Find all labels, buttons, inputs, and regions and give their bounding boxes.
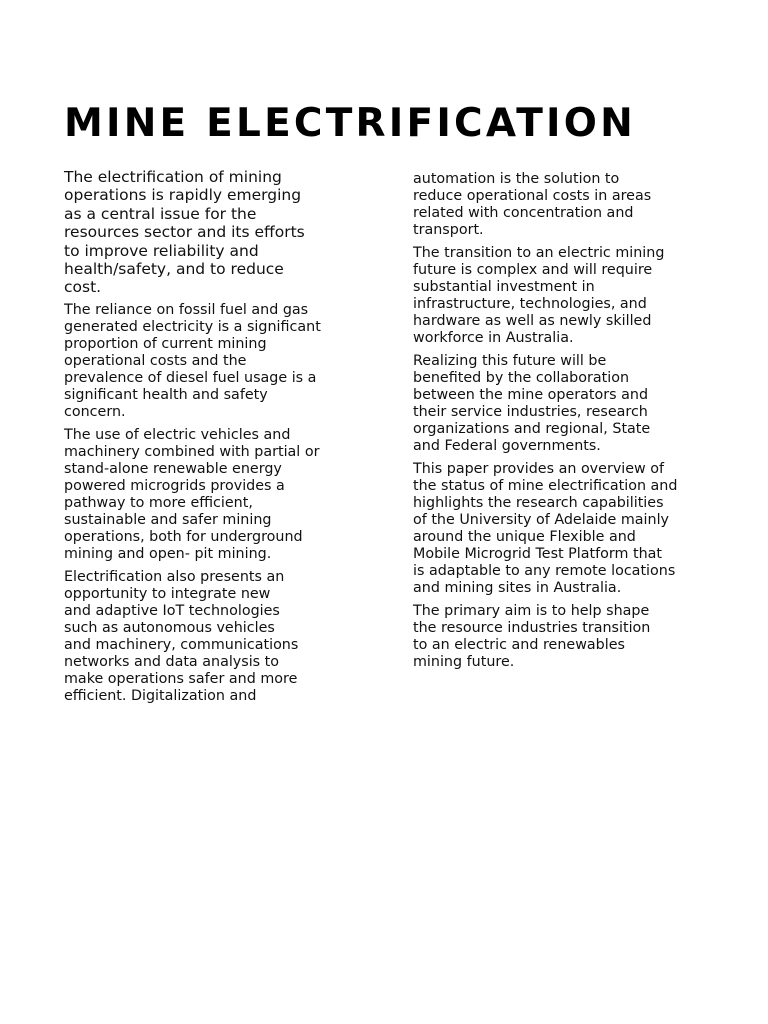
paragraph-electrification-iot: Electrification also presents an opportunity to integrate new and adaptive IoT technologies such as autonomous vehicles and machinery, communications networks and data analysis to make operations safer and more efficient. Digitalization and [64, 568, 299, 704]
paragraph-intro: The electrification of mining operations is rapidly emerging as a central issue for the resources sector and its efforts to improve reliability and health/safety, and to reduce cost. [64, 168, 305, 297]
paragraph-transition: The transition to an electric mining future is complex and will require substantial investment in infrastructure, technologies, and hardware as well as newly skilled workforce in Australia. [413, 245, 665, 346]
paragraph-fossil-fuel: The reliance on fossil fuel and gas generated electricity is a significant proportion of current mining operational costs and the prevalence of diesel fuel usage is a significant health and safety concern. [64, 301, 321, 420]
paragraph-electric-vehicles: The use of electric vehicles and machinery combined with partial or stand-alone renewable energy powered microgrids provides a pathway to more efficient, sustainable and safer mining operations, both for underground mining and open- pit mining. [64, 426, 320, 562]
paragraph-overview: This paper provides an overview of the status of mine electrification and highlights the research capabilities of the University of Adelaide mainly around the unique Flexible and Mobile Microgrid Test Platform that is adaptable to any remote locations and mining sites in Australia. [413, 461, 678, 596]
right-column [413, 171, 713, 677]
page-title: MINE ELECTRIFICATION [64, 101, 636, 146]
paragraph-collaboration: Realizing this future will be benefited by the collaboration between the mine operators and their service industries, research organizations and regional, State and Federal governments. [413, 353, 651, 454]
left-column [64, 168, 354, 711]
paragraph-automation: automation is the solution to reduce operational costs in areas related with concentration and transport. [413, 171, 652, 238]
paragraph-primary-aim: The primary aim is to help shape the resource industries transition to an electric and renewables mining future. [413, 603, 651, 670]
